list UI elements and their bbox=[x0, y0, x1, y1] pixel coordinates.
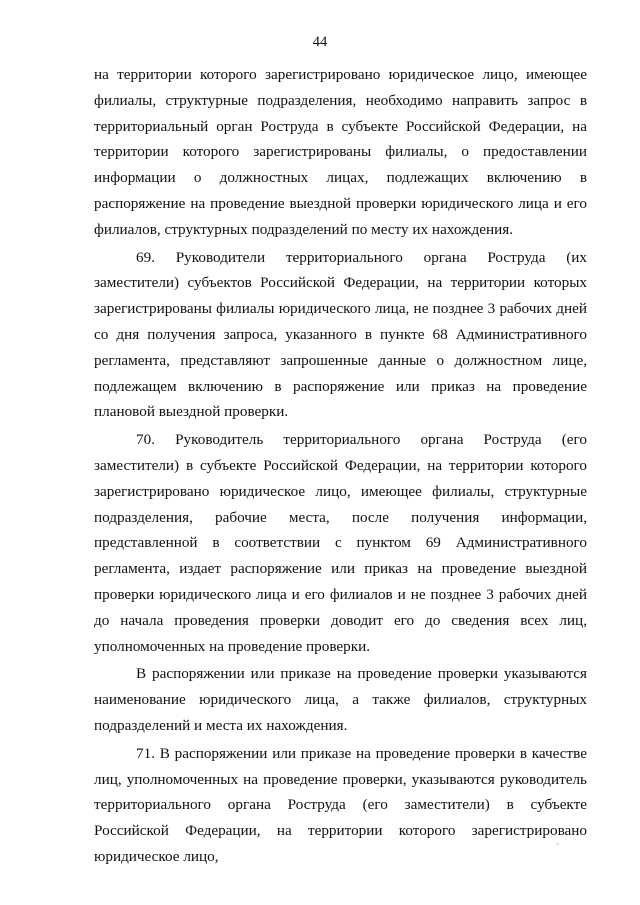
page-number: 44 bbox=[312, 34, 328, 50]
paragraph-71: 71. В распоряжении или приказе на проведение проверки в качестве лиц, уполномоченных на проведение проверки, указываются руководитель территориального органа Роструда (его заместители) в субъекте Российской Федерации, на территории которого зарегистрировано юридическое лицо, bbox=[94, 744, 587, 865]
paragraph-continuation: на территории которого зарегистрировано юридическое лицо, имеющее филиалы, структурные подразделения, необходимо направить запрос в территориальный орган Роструда в субъекте Российской Федерации, на территории которого зарегистрированы филиалы, о предоставлении информации о должностных лицах, подлежащих включению в распоряжение на проведение выездной проверки юридического лица и его филиалов, структурных подразделений по месту их нахождения. bbox=[94, 66, 587, 238]
paragraph-70: 70. Руководитель территориального органа Роструда (его заместители) в субъекте Российской Федерации, на территории которого зарегистрировано юридическое лицо, имеющее филиалы, структурные подразделения, рабочие места, после получения информации, представленной в соответствии с пунктом 69 Административного регламента, издает распоряжение или приказ на проведение выездной проверки юридического лица и его филиалов и не позднее 3 рабочих дней до начала проведения проверки доводит его до сведения всех лиц, уполномоченных на проведение проверки. bbox=[94, 431, 587, 655]
paragraph-69: 69. Руководители территориального органа Роструда (их заместители) субъектов Российской Федерации, на территории которых зарегистрированы филиалы юридического лица, не позднее 3 рабочих дней со дня получения запроса, указанного в пункте 68 Административного регламента, представляют запрошенные данные о должностном лице, подлежащем включению в распоряжение или приказ на проведение плановой выездной проверки. bbox=[94, 248, 587, 421]
scan-speck-mark: ˋ bbox=[556, 843, 560, 854]
document-body bbox=[94, 62, 587, 870]
paragraph-70-continuation: В распоряжении или приказе на проведение проверки указываются наименование юридического лица, а также филиалов, структурных подразделений и места их нахождения. bbox=[94, 665, 587, 734]
